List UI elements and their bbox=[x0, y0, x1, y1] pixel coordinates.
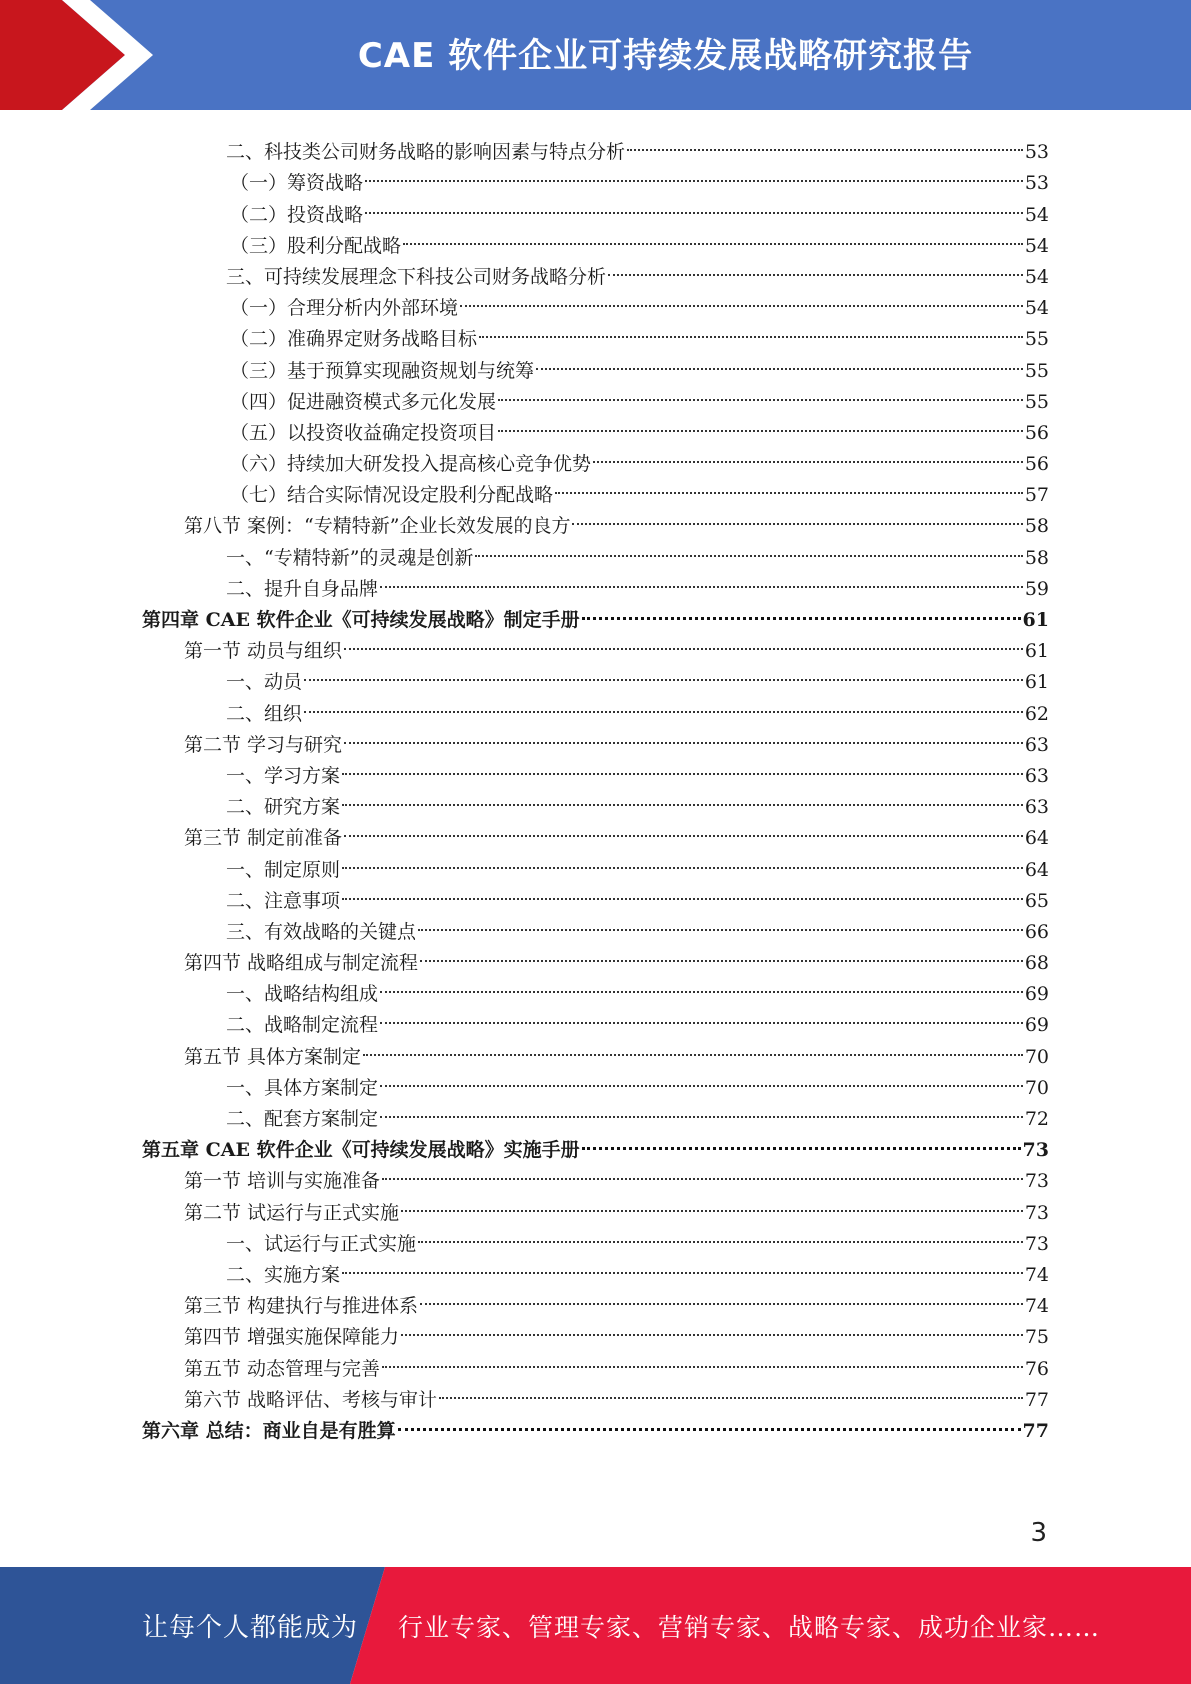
toc-entry-page: 53 bbox=[1024, 141, 1049, 164]
toc-subsection-entry[interactable] bbox=[0, 782, 1049, 819]
toc-entry-page: 55 bbox=[1024, 359, 1049, 382]
toc-subsection-entry[interactable] bbox=[0, 158, 1049, 195]
toc-entry-title: （一）筹资战略 bbox=[230, 172, 364, 195]
toc-entry-page: 54 bbox=[1024, 297, 1049, 320]
toc-entry-title: 第五节 动态管理与完善 bbox=[184, 1357, 381, 1380]
toc-section-entry[interactable] bbox=[0, 813, 1049, 850]
toc-section-entry[interactable] bbox=[0, 1375, 1049, 1411]
toc-entry-page: 54 bbox=[1024, 203, 1049, 226]
toc-chapter-entry[interactable] bbox=[0, 595, 1049, 631]
toc-entry-page: 63 bbox=[1024, 733, 1049, 756]
toc-dot-leader bbox=[460, 283, 1023, 314]
toc-dot-leader bbox=[479, 314, 1023, 345]
toc-entry-page: 61 bbox=[1024, 640, 1049, 663]
toc-entry-title: 第八节 案例：“专精特新”企业长效发展的良方 bbox=[184, 515, 571, 538]
toc-entry-title: 二、配套方案制定 bbox=[226, 1108, 379, 1130]
toc-subsection-entry[interactable] bbox=[0, 688, 1049, 725]
toc-entry-title: 第五节 具体方案制定 bbox=[184, 1045, 362, 1068]
toc-entry-page: 70 bbox=[1024, 1076, 1049, 1099]
footer-banner bbox=[0, 1567, 1191, 1684]
toc-subsection-entry[interactable] bbox=[0, 1250, 1049, 1286]
toc-entry-page: 66 bbox=[1024, 920, 1049, 943]
toc-section-entry[interactable] bbox=[0, 1187, 1049, 1224]
toc-dot-leader bbox=[380, 1000, 1023, 1031]
toc-entry-page: 56 bbox=[1024, 453, 1049, 476]
toc-dot-leader bbox=[498, 377, 1023, 408]
toc-dot-leader bbox=[401, 1312, 1023, 1343]
toc-entry-title: 三、有效战略的关键点 bbox=[226, 920, 417, 943]
toc-dot-leader bbox=[380, 1094, 1023, 1125]
toc-dot-leader bbox=[420, 1281, 1023, 1312]
toc-entry-page: 77 bbox=[1022, 1419, 1049, 1442]
toc-entry-title: （三）股利分配战略 bbox=[230, 234, 402, 257]
toc-entry-title: 三、可持续发展理念下科技公司财务战略分析 bbox=[226, 265, 607, 288]
toc-subsection-entry[interactable] bbox=[0, 1219, 1049, 1255]
toc-dot-leader bbox=[608, 252, 1023, 283]
toc-entry-title: （六）持续加大研发投入提高核心竞争优势 bbox=[230, 453, 592, 476]
toc-section-entry[interactable] bbox=[0, 1343, 1049, 1380]
toc-subsection-entry[interactable] bbox=[0, 127, 1049, 164]
toc-dot-leader bbox=[380, 564, 1023, 595]
toc-subsection-entry[interactable] bbox=[0, 969, 1049, 1006]
toc-entry-title: 二、实施方案 bbox=[226, 1263, 341, 1286]
toc-subsection-entry[interactable] bbox=[0, 1063, 1049, 1099]
toc-subsection-entry[interactable] bbox=[0, 221, 1049, 257]
toc-entry-page: 74 bbox=[1024, 1263, 1049, 1286]
toc-entry-page: 72 bbox=[1024, 1108, 1049, 1130]
toc-dot-leader bbox=[342, 751, 1023, 782]
toc-entry-title: 第四节 战略组成与制定流程 bbox=[184, 952, 419, 975]
toc-entry-title: 第二节 试运行与正式实施 bbox=[184, 1201, 400, 1224]
toc-entry-page: 58 bbox=[1024, 515, 1049, 538]
toc-subsection-entry[interactable] bbox=[0, 907, 1049, 943]
toc-dot-leader bbox=[344, 720, 1023, 751]
toc-section-entry[interactable] bbox=[0, 1312, 1049, 1349]
toc-dot-leader bbox=[380, 969, 1023, 1000]
toc-entry-title: 第一节 动员与组织 bbox=[184, 640, 343, 663]
toc-dot-leader bbox=[582, 1125, 1021, 1156]
toc-entry-title: 二、战略制定流程 bbox=[226, 1014, 379, 1037]
toc-dot-leader bbox=[304, 688, 1023, 719]
toc-entry-title: 一、学习方案 bbox=[226, 764, 341, 787]
footer-slogan-left: 让每个人都能成为 bbox=[142, 1613, 359, 1643]
toc-entry-title: 一、“专精特新”的灵魂是创新 bbox=[226, 546, 474, 569]
toc-entry-page: 73 bbox=[1024, 1170, 1049, 1193]
toc-dot-leader bbox=[582, 595, 1021, 626]
toc-subsection-entry[interactable] bbox=[0, 876, 1049, 912]
document-title: CAE 软件企业可持续发展战略研究报告 bbox=[357, 35, 974, 76]
toc-chapter-entry[interactable] bbox=[0, 1406, 1049, 1442]
toc-subsection-entry[interactable] bbox=[0, 657, 1049, 694]
toc-dot-leader bbox=[572, 501, 1022, 532]
toc-entry-page: 64 bbox=[1024, 858, 1049, 881]
toc-dot-leader bbox=[418, 1219, 1023, 1250]
toc-entry-title: 二、研究方案 bbox=[226, 796, 341, 819]
toc-section-entry[interactable] bbox=[0, 720, 1049, 756]
toc-dot-leader bbox=[344, 813, 1023, 844]
toc-entry-page: 70 bbox=[1024, 1045, 1049, 1068]
toc-entry-page: 74 bbox=[1024, 1295, 1049, 1318]
toc-subsection-entry[interactable] bbox=[0, 564, 1049, 600]
toc-entry-title: （七）结合实际情况设定股利分配战略 bbox=[230, 484, 554, 507]
toc-entry-title: 一、战略结构组成 bbox=[226, 983, 379, 1006]
toc-dot-leader bbox=[403, 221, 1023, 252]
toc-dot-leader bbox=[555, 470, 1023, 501]
footer-slogan-right: 行业专家、管理专家、营销专家、战略专家、成功企业家…… bbox=[398, 1612, 1101, 1642]
toc-dot-leader bbox=[304, 657, 1023, 688]
toc-entry-page: 57 bbox=[1024, 484, 1049, 507]
page-number: 3 bbox=[1030, 1518, 1047, 1548]
toc-dot-leader bbox=[418, 907, 1023, 938]
toc-dot-leader bbox=[439, 1375, 1023, 1406]
toc-entry-page: 55 bbox=[1024, 328, 1049, 351]
header-bar bbox=[0, 0, 1191, 110]
toc-subsection-entry[interactable] bbox=[0, 1094, 1049, 1130]
toc-entry-title: 第六章 总结：商业自是有胜算 bbox=[142, 1419, 396, 1442]
toc-subsection-entry[interactable] bbox=[0, 314, 1049, 351]
toc-entry-title: （四）促进融资模式多元化发展 bbox=[230, 390, 497, 413]
toc-dot-leader bbox=[593, 439, 1023, 470]
toc-entry-title: 第三节 制定前准备 bbox=[184, 827, 343, 850]
toc-entry-page: 58 bbox=[1024, 546, 1049, 569]
toc-dot-leader bbox=[382, 1156, 1023, 1187]
toc-entry-page: 73 bbox=[1022, 1139, 1049, 1162]
toc-entry-page: 68 bbox=[1024, 952, 1049, 975]
toc-section-entry[interactable] bbox=[0, 1281, 1049, 1318]
toc-entry-title: （二）准确界定财务战略目标 bbox=[230, 328, 478, 351]
toc-dot-leader bbox=[363, 1031, 1023, 1062]
toc-subsection-entry[interactable] bbox=[0, 751, 1049, 787]
toc-dot-leader bbox=[382, 1343, 1023, 1374]
toc-dot-leader bbox=[344, 626, 1023, 657]
toc-dot-leader bbox=[365, 158, 1023, 189]
toc-entry-page: 61 bbox=[1022, 609, 1049, 631]
toc-entry-page: 75 bbox=[1024, 1326, 1049, 1349]
toc-entry-title: 一、具体方案制定 bbox=[226, 1076, 379, 1099]
toc-subsection-entry[interactable] bbox=[0, 1000, 1049, 1037]
toc-entry-title: 二、组织 bbox=[226, 702, 303, 725]
toc-entry-title: 第四章 CAE 软件企业《可持续发展战略》制定手册 bbox=[142, 609, 580, 631]
toc-entry-title: （二）投资战略 bbox=[230, 203, 364, 226]
toc-entry-page: 69 bbox=[1024, 983, 1049, 1006]
toc-entry-page: 76 bbox=[1024, 1357, 1049, 1380]
toc-chapter-entry[interactable] bbox=[0, 1125, 1049, 1162]
toc-entry-title: 第二节 学习与研究 bbox=[184, 733, 343, 756]
toc-subsection-entry[interactable] bbox=[0, 252, 1049, 288]
toc-entry-title: 第一节 培训与实施准备 bbox=[184, 1170, 381, 1193]
toc-entry-page: 63 bbox=[1024, 764, 1049, 787]
toc-section-entry[interactable] bbox=[0, 1031, 1049, 1068]
toc-dot-leader bbox=[627, 127, 1023, 158]
toc-entry-title: 第三节 构建执行与推进体系 bbox=[184, 1295, 419, 1318]
toc-dot-leader bbox=[342, 1250, 1023, 1281]
toc-dot-leader bbox=[498, 408, 1023, 439]
toc-entry-page: 62 bbox=[1024, 702, 1049, 725]
toc-entry-page: 54 bbox=[1024, 265, 1049, 288]
toc-subsection-entry[interactable] bbox=[0, 345, 1049, 382]
toc-entry-title: 一、动员 bbox=[226, 671, 303, 694]
toc-dot-leader bbox=[380, 1063, 1023, 1094]
toc-entry-title: 第四节 增强实施保障能力 bbox=[184, 1326, 400, 1349]
toc-dot-leader bbox=[342, 782, 1023, 813]
toc-entry-title: 二、提升自身品牌 bbox=[226, 577, 379, 600]
toc-subsection-entry[interactable] bbox=[0, 439, 1049, 476]
toc-entry-page: 73 bbox=[1024, 1201, 1049, 1224]
toc-entry-page: 65 bbox=[1024, 889, 1049, 912]
toc-entry-page: 56 bbox=[1024, 421, 1049, 444]
toc-entry-title: 第六节 战略评估、考核与审计 bbox=[184, 1388, 438, 1411]
toc-entry-title: （一）合理分析内外部环境 bbox=[230, 297, 459, 320]
toc-entry-page: 77 bbox=[1024, 1388, 1049, 1411]
toc-dot-leader bbox=[398, 1406, 1021, 1437]
toc-entry-page: 69 bbox=[1024, 1014, 1049, 1037]
toc-entry-page: 53 bbox=[1024, 172, 1049, 195]
toc-entry-page: 63 bbox=[1024, 796, 1049, 819]
toc-subsection-entry[interactable] bbox=[0, 532, 1049, 569]
toc-dot-leader bbox=[342, 876, 1023, 907]
toc-entry-title: 一、试运行与正式实施 bbox=[226, 1232, 417, 1255]
toc-subsection-entry[interactable] bbox=[0, 408, 1049, 444]
toc-subsection-entry[interactable] bbox=[0, 377, 1049, 413]
toc-entry-title: 第五章 CAE 软件企业《可持续发展战略》实施手册 bbox=[142, 1139, 580, 1162]
toc-dot-leader bbox=[401, 1187, 1023, 1218]
toc-entry-page: 54 bbox=[1024, 234, 1049, 257]
toc-dot-leader bbox=[342, 844, 1023, 875]
toc-entry-title: 一、制定原则 bbox=[226, 858, 341, 881]
table-of-contents bbox=[0, 127, 1191, 1442]
toc-entry-page: 55 bbox=[1024, 390, 1049, 413]
toc-dot-leader bbox=[365, 189, 1023, 220]
toc-subsection-entry[interactable] bbox=[0, 189, 1049, 226]
toc-dot-leader bbox=[420, 938, 1023, 969]
toc-entry-page: 59 bbox=[1024, 577, 1049, 600]
toc-entry-page: 73 bbox=[1024, 1232, 1049, 1255]
toc-entry-page: 61 bbox=[1024, 671, 1049, 694]
toc-entry-title: 二、科技类公司财务战略的影响因素与特点分析 bbox=[226, 141, 626, 164]
toc-subsection-entry[interactable] bbox=[0, 283, 1049, 320]
toc-entry-title: （三）基于预算实现融资规划与统筹 bbox=[230, 359, 535, 382]
toc-subsection-entry[interactable] bbox=[0, 844, 1049, 881]
toc-section-entry[interactable] bbox=[0, 938, 1049, 975]
toc-dot-leader bbox=[536, 345, 1023, 376]
toc-entry-page: 64 bbox=[1024, 827, 1049, 850]
toc-entry-title: 二、注意事项 bbox=[226, 889, 341, 912]
toc-dot-leader bbox=[475, 532, 1022, 563]
toc-entry-title: （五）以投资收益确定投资项目 bbox=[230, 421, 497, 444]
